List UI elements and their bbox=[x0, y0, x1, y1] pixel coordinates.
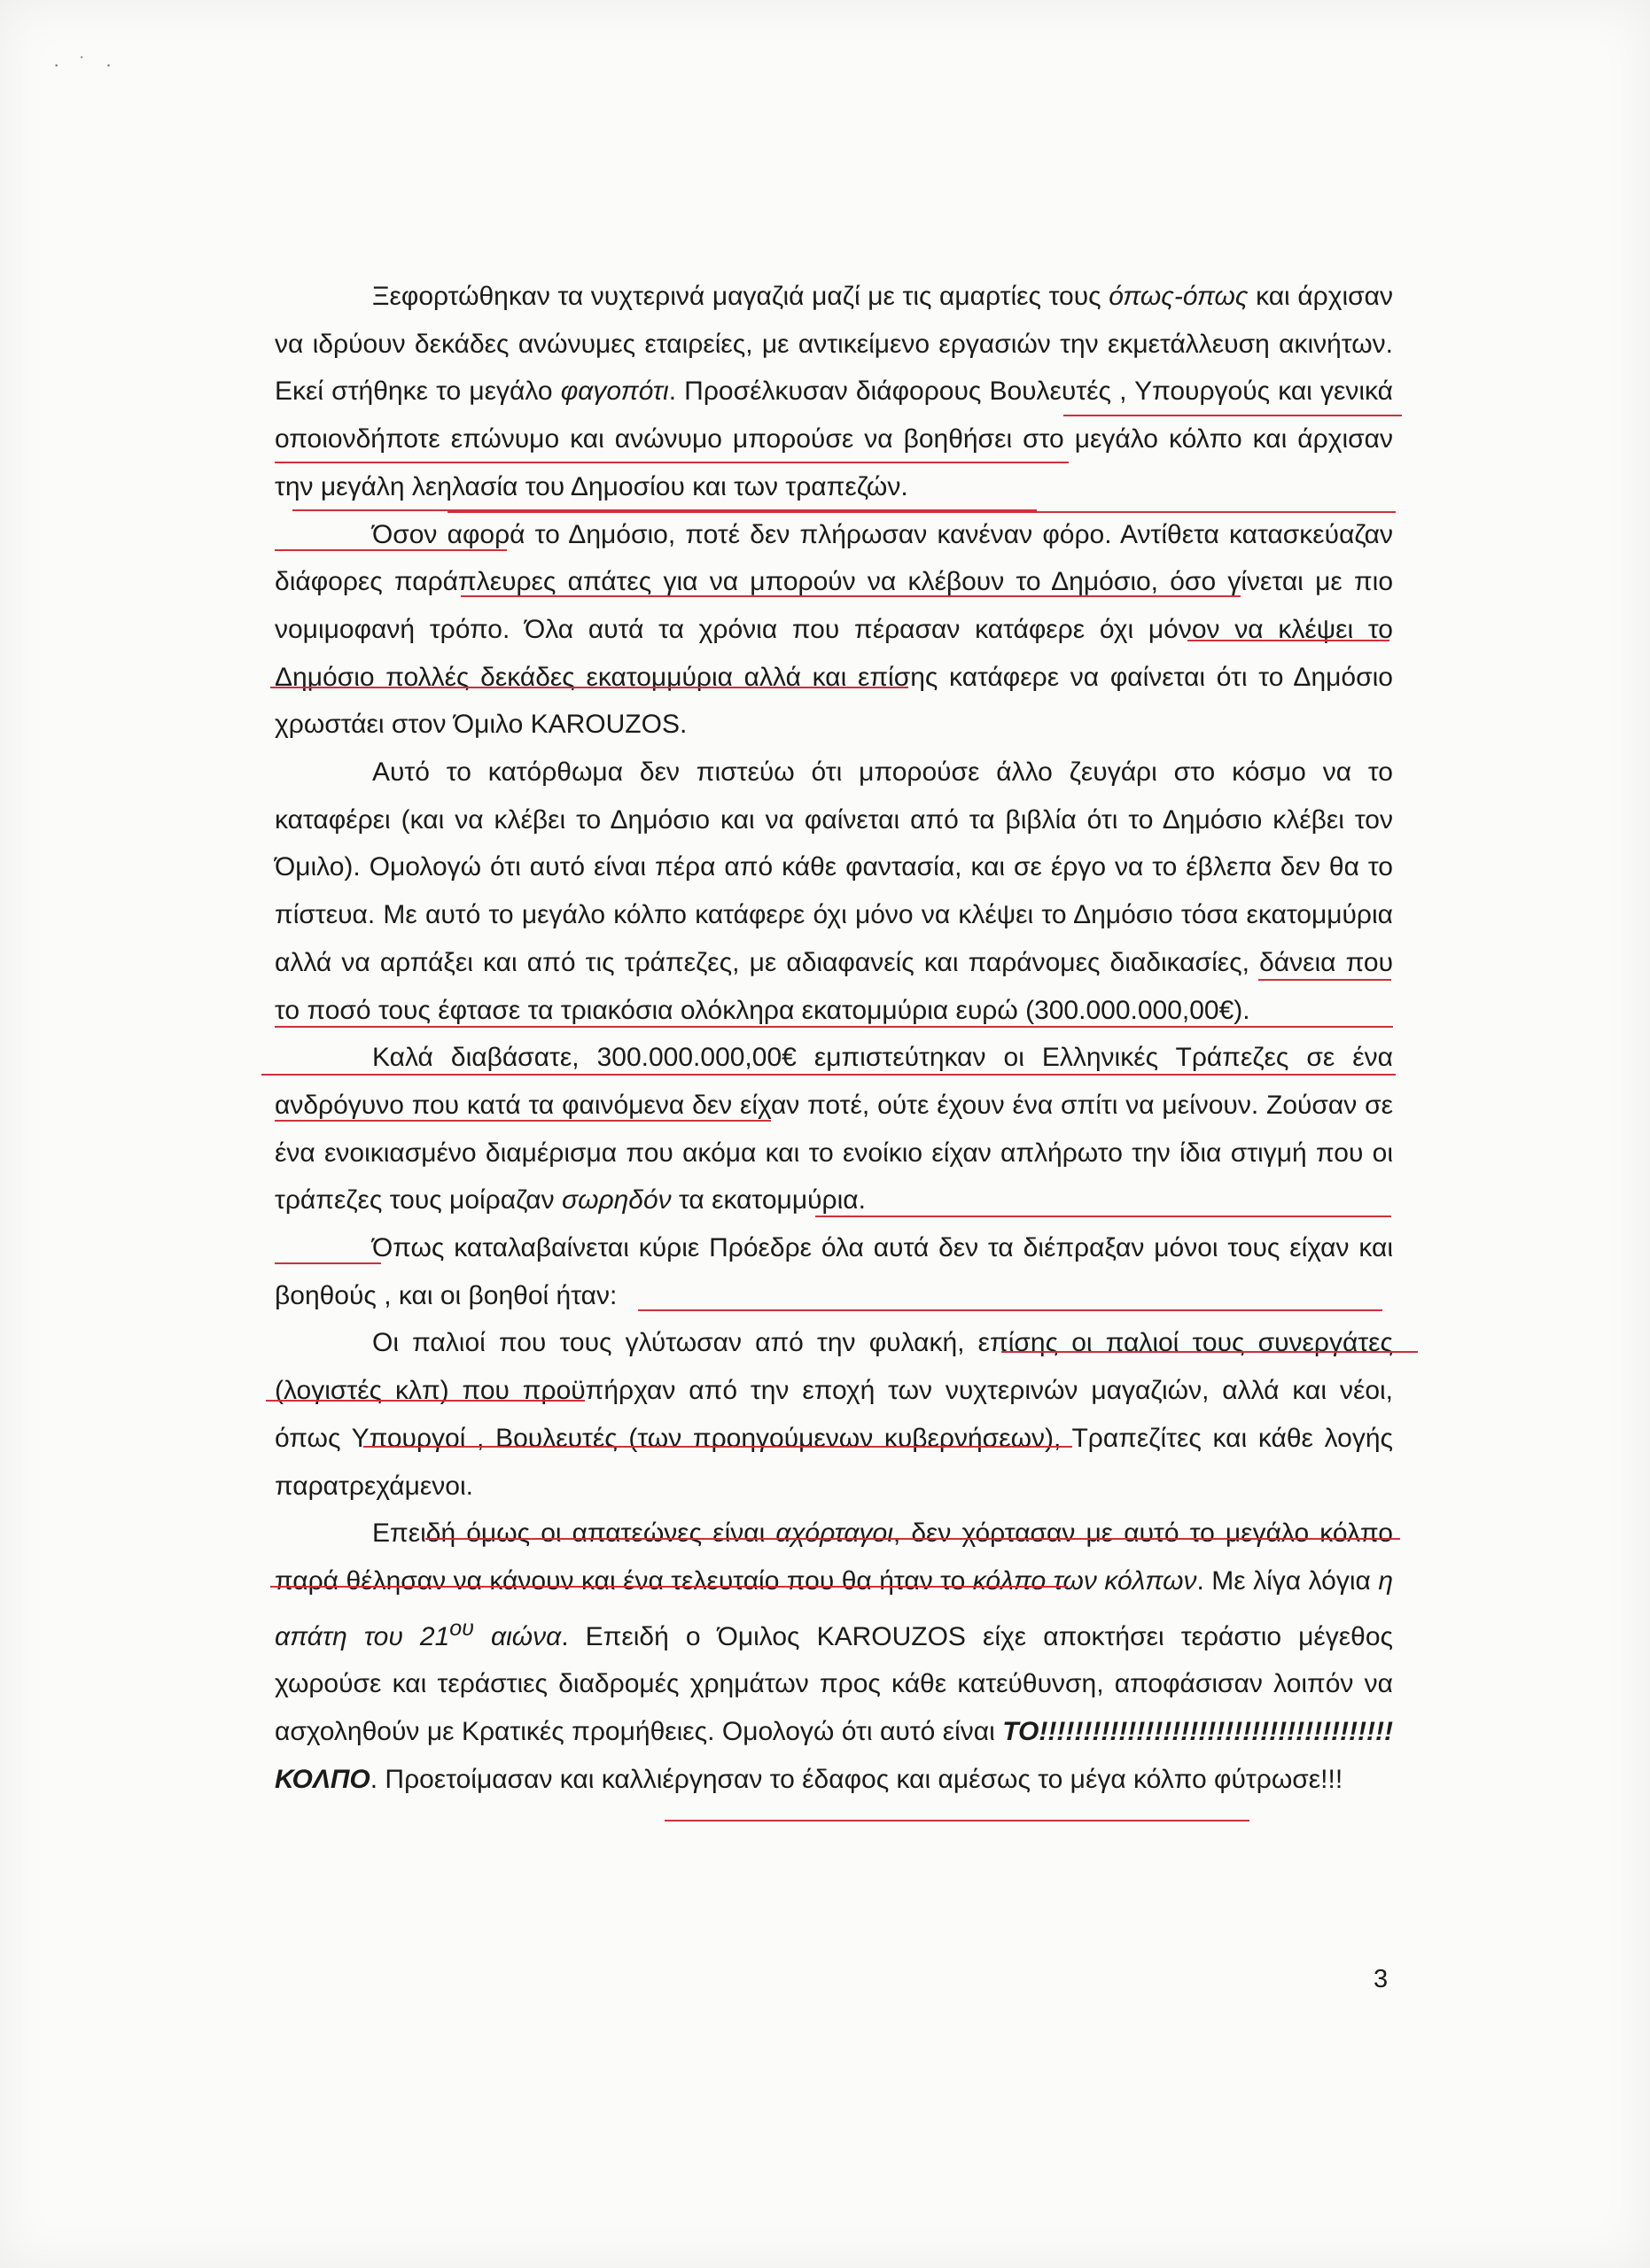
text-segment: Ξεφορτώθηκαν τα νυχτερινά μαγαζιά μαζί με τις αμαρτίες τους bbox=[372, 282, 1109, 311]
paragraph-7 bbox=[275, 1510, 1393, 1803]
underline-mark bbox=[275, 1120, 771, 1122]
paragraph-4 bbox=[275, 1034, 1393, 1224]
text-segment: κόλπο των κόλπων bbox=[972, 1565, 1197, 1596]
paragraph-1 bbox=[275, 273, 1393, 511]
text-segment: αχόρταγοι bbox=[775, 1518, 893, 1549]
text-segment: σωρηδόν bbox=[561, 1185, 672, 1216]
underline-mark bbox=[815, 1216, 1391, 1217]
underline-mark bbox=[1258, 979, 1391, 981]
underline-mark bbox=[270, 1586, 1068, 1588]
underline-mark bbox=[1001, 1351, 1418, 1353]
underline-mark bbox=[638, 1309, 1382, 1311]
paragraph-2 bbox=[275, 511, 1393, 750]
text-segment: ου bbox=[449, 1615, 474, 1641]
text-segment: . Προετοίμασαν και καλλιέργησαν το έδαφος και αμέσως το μέγα κόλπο φύτρωσε!!! bbox=[370, 1764, 1343, 1794]
text-segment: αιώνα bbox=[473, 1621, 562, 1651]
text-segment: Οι παλιοί που τους γλύτωσαν από την φυλακή, επίσης οι παλιοί τους συνεργάτες (λογιστές κλπ) που προϋπήρχαν από την εποχή των νυχτερινών μαγαζιών, αλλά και νέοι, όπως Υπουργοί , Βουλευτές (των προηγούμενων κυβερνήσεων), Τραπεζίτες και κάθε λογής παρατρεχάμενοι. bbox=[275, 1328, 1393, 1501]
text-segment: . Προσέλκυσαν διάφορους Βουλευτές , Υπουργούς και γενικά οποιονδήποτε επώνυμο και ανώνυμο μπορούσε να βοηθήσει στο μεγάλο κόλπο και άρχισαν την μεγάλη λεηλασία του Δημοσίου και των τραπεζών. bbox=[275, 377, 1393, 501]
page-number: 3 bbox=[1374, 1965, 1389, 1993]
text-segment: . Επειδή ο Όμιλος KAROUZOS είχε αποκτήσει τεράστιο μέγεθος χωρούσε και τεράστιες διαδρομές χρημάτων προς κάθε κατεύθυνση, αποφάσισαν λοιπόν να ασχοληθούν με Κρατικές προμήθειες. Ομολογώ ότι αυτό είναι bbox=[275, 1621, 1393, 1747]
underline-mark bbox=[261, 1074, 1396, 1076]
text-segment: η απάτη του 21 bbox=[275, 1565, 1393, 1651]
text-segment: Καλά διαβάσατε, 300.000.000,00€ εμπιστεύτηκαν οι Ελληνικές Τράπεζες σε ένα ανδρόγυνο που κατά τα φαινόμενα δεν είχαν ποτέ, ούτε έχουν ένα σπίτι να μείνουν. Ζούσαν σε ένα ενοικιασμένο διαμέρισμα που ακόμα και το ενοίκιο είχαν απλήρωτο την ίδια στιγμή που οι τράπεζες τους μοίραζαν bbox=[275, 1043, 1393, 1216]
underline-mark bbox=[266, 1400, 585, 1402]
underline-mark bbox=[275, 462, 1069, 463]
paragraph-6 bbox=[275, 1319, 1393, 1510]
underline-mark bbox=[1187, 640, 1389, 641]
underline-mark bbox=[275, 1262, 381, 1264]
text-segment: . Με λίγα λόγια bbox=[1196, 1565, 1379, 1596]
text-segment: Αυτό το κατόρθωμα δεν πιστεύω ότι μπορούσε άλλο ζευγάρι στο κόσμο να το καταφέρει (και να κλέβει το Δημόσιο και να φαίνεται από τα βιβλία ότι το Δημόσιο κλέβει τον Όμιλο). Ομολογώ ότι αυτό είναι πέρα από κάθε φαντασία, και σε έργο να το έβλεπα δεν θα το πίστευα. Με αυτό το μεγάλο κόλπο κατάφερε όχι μόνο να κλέψει το Δημόσιο τόσα εκατομμύρια αλλά να αρπάξει και από τις τράπεζες, με αδιαφανείς και παράνομες διαδικασίες, δάνεια που το ποσό τους έφτασε τα τριακόσια ολόκληρα εκατομμύρια ευρώ (300.000.000,00€). bbox=[275, 757, 1393, 1025]
paragraph-3 bbox=[275, 749, 1393, 1034]
text-segment: Επειδή όμως οι απατεώνες είναι bbox=[372, 1518, 776, 1549]
text-segment: , δεν χόρτασαν με αυτό το μεγάλο κόλπο παρά θέλησαν να κάνουν και ένα τελευταίο που θα ήταν το bbox=[275, 1518, 1393, 1596]
text-segment: ΤΟ!!!!!!!!!!!!!!!!!!!!!!!!!!!!!!!!!!!!!!!! ΚΟΛΠΟ bbox=[275, 1717, 1393, 1794]
scan-specks: · ˙ · bbox=[53, 53, 120, 75]
text-segment: Όπως καταλαβαίνεται κύριε Πρόεδρε όλα αυτά δεν τα διέπραξαν μόνοι τους είχαν και βοηθούς , και οι βοηθοί ήταν: bbox=[275, 1233, 1393, 1310]
underline-mark bbox=[448, 511, 1396, 513]
text-segment: τα εκατομμύρια. bbox=[671, 1185, 866, 1216]
underline-mark bbox=[270, 687, 908, 688]
underline-mark bbox=[1063, 415, 1402, 416]
underline-mark bbox=[461, 595, 1241, 597]
underline-mark bbox=[363, 1446, 1072, 1448]
underline-mark bbox=[425, 1538, 1400, 1540]
underline-mark bbox=[275, 549, 507, 551]
underline-mark bbox=[275, 1026, 1393, 1028]
text-segment: φαγοπότι bbox=[560, 377, 669, 407]
text-segment: όπως-όπως bbox=[1109, 282, 1249, 311]
document-body bbox=[275, 273, 1393, 1804]
text-segment: Όσον αφορά το Δημόσιο, ποτέ δεν πλήρωσαν κανέναν φόρο. Αντίθετα κατασκεύαζαν διάφορες παράπλευρες απάτες για να μπορούν να κλέβουν το Δημόσιο, όσο γίνεται με πιο νομιμοφανή τρόπο. Όλα αυτά τα χρόνια που πέρασαν κατάφερε όχι μόνον να κλέψει το Δημόσιο πολλές δεκάδες εκατομμύρια αλλά και επίσης κατάφερε να φαίνεται ότι το Δημόσιο χρωστάει στον Όμιλο KAROUZOS. bbox=[275, 519, 1393, 740]
paragraph-5 bbox=[275, 1224, 1393, 1319]
text-segment: και άρχισαν να ιδρύουν δεκάδες ανώνυμες εταιρείες, με αντικείμενο εργασιών την εκμετάλλευση ακινήτων. Εκεί στήθηκε το μεγάλο bbox=[275, 282, 1393, 407]
underline-mark bbox=[665, 1820, 1249, 1821]
